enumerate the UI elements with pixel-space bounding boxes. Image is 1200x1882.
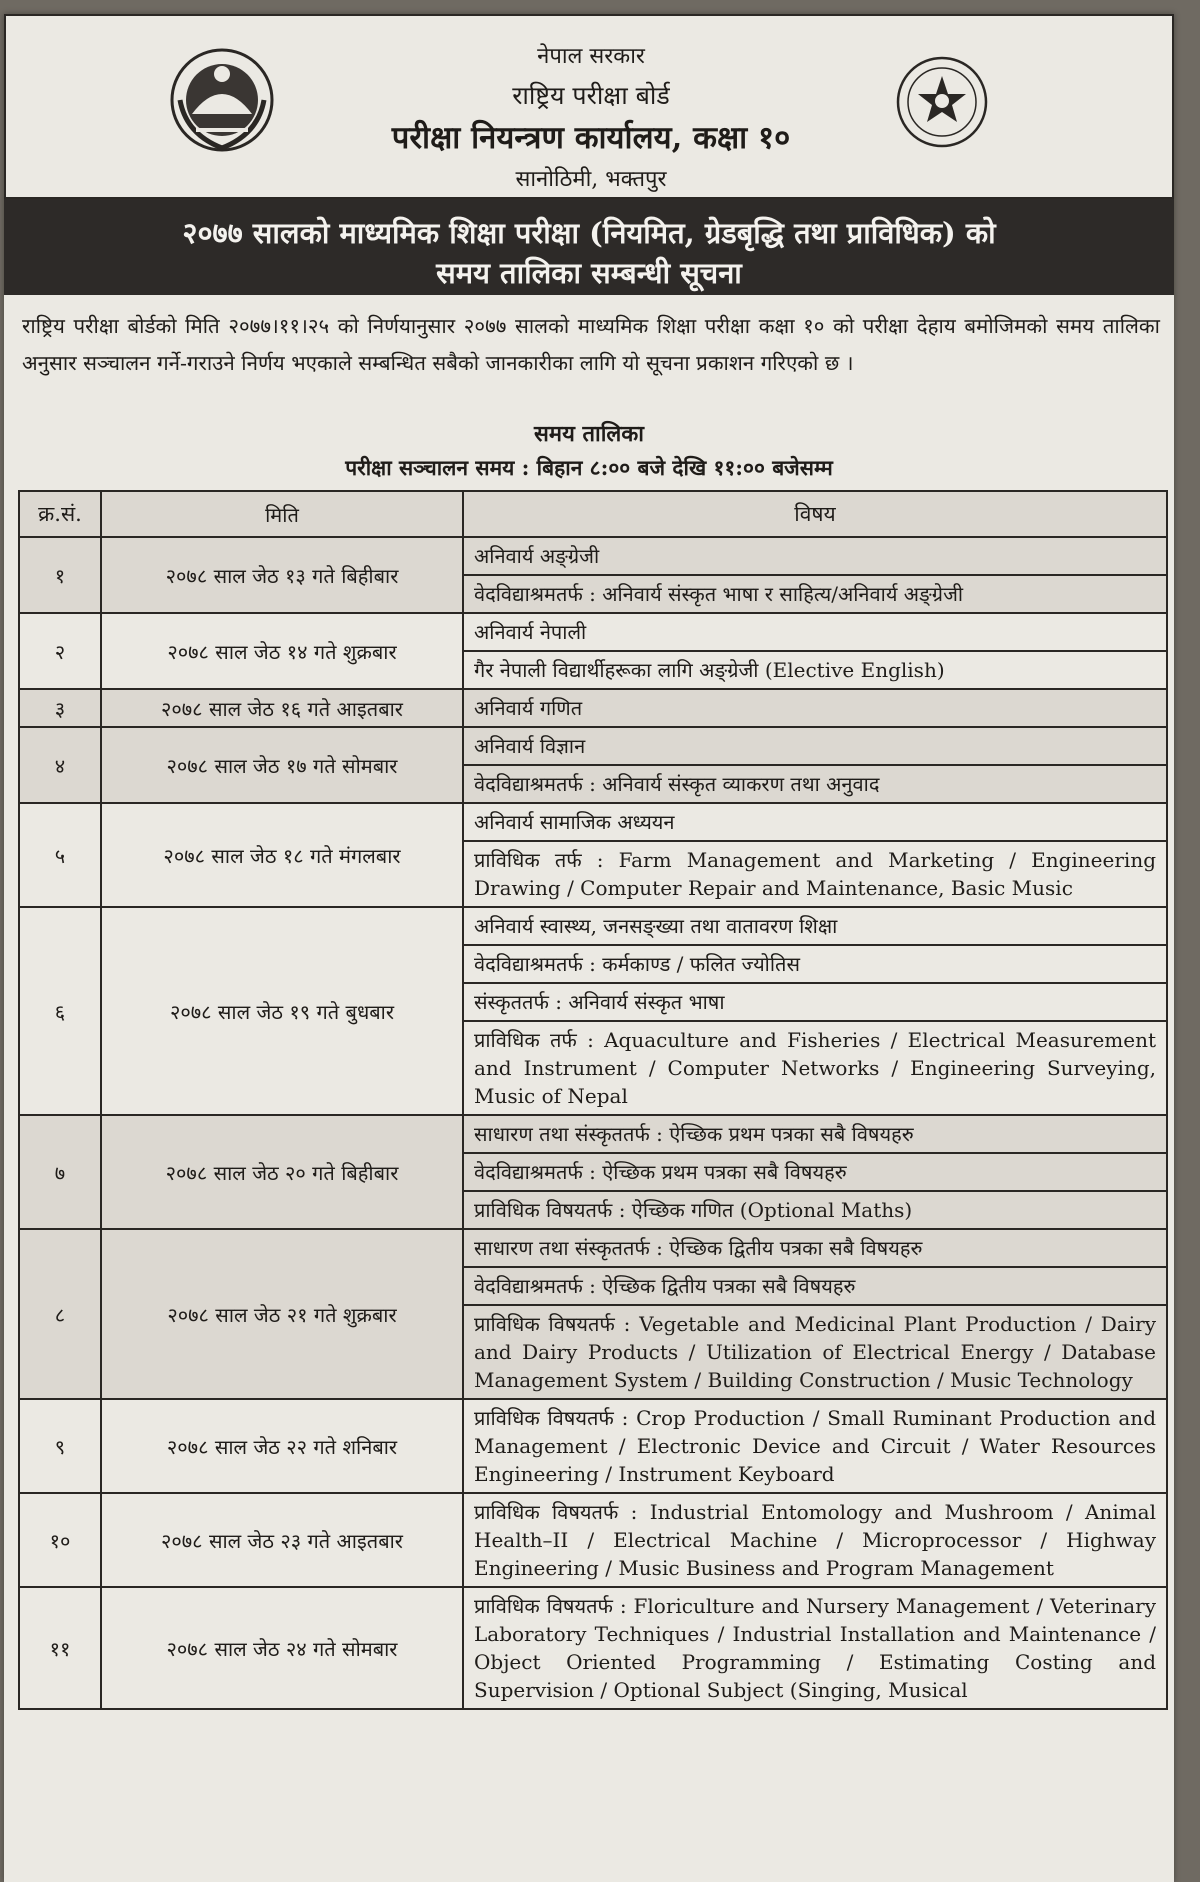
table-row bbox=[19, 727, 1167, 765]
table-row bbox=[19, 803, 1167, 841]
exam-time: परीक्षा सञ्चालन समय : बिहान ८:०० बजे देखि ११:०० बजेसम्म bbox=[345, 455, 833, 480]
table-header-row bbox=[19, 491, 1167, 537]
table-row bbox=[19, 1493, 1167, 1587]
subject-cell: वेदविद्याश्रमतर्फ : अनिवार्य संस्कृत भाषा र साहित्य/अनिवार्य अङ्ग्रेजी bbox=[463, 575, 1167, 613]
letterhead bbox=[4, 14, 1174, 199]
table-row bbox=[19, 1587, 1167, 1709]
exam-date-cell: २०७८ साल जेठ १४ गते शुक्रबार bbox=[101, 613, 463, 689]
serial-number-cell: ११ bbox=[19, 1587, 101, 1709]
subject-cell: अनिवार्य गणित bbox=[463, 689, 1167, 727]
exam-date-cell: २०७८ साल जेठ २३ गते आइतबार bbox=[101, 1493, 463, 1587]
board-name: राष्ट्रिय परीक्षा बोर्ड bbox=[512, 81, 670, 110]
table-row bbox=[19, 689, 1167, 727]
subject-cell: साधारण तथा संस्कृततर्फ : ऐच्छिक प्रथम पत्रका सबै विषयहरु bbox=[463, 1115, 1167, 1153]
subject-cell: वेदविद्याश्रमतर्फ : ऐच्छिक प्रथम पत्रका सबै विषयहरु bbox=[463, 1153, 1167, 1191]
table-row bbox=[19, 1229, 1167, 1267]
serial-number-cell: ४ bbox=[19, 727, 101, 803]
exam-date-cell: २०७८ साल जेठ १९ गते बुधबार bbox=[101, 907, 463, 1115]
schedule-title: समय तालिका bbox=[534, 421, 644, 447]
subject-cell: वेदविद्याश्रमतर्फ : कर्मकाण्ड / फलित ज्योतिस bbox=[463, 945, 1167, 983]
serial-number-cell: ८ bbox=[19, 1229, 101, 1399]
table-row bbox=[19, 613, 1167, 651]
column-header-date: मिति bbox=[101, 491, 463, 537]
intro-paragraph: राष्ट्रिय परीक्षा बोर्डको मिति २०७७।११।२५ को निर्णयानुसार २०७७ सालको माध्यमिक शिक्षा परीक्षा कक्षा १० को परीक्षा देहाय बमोजिमको समय तालिका अनुसार सञ्चालन गर्ने-गराउने निर्णय भएकाले सम्बन्धित सबैको जानकारीका लागि यो सूचना प्रकाशन गरिएको छ । bbox=[22, 314, 1160, 375]
subject-cell: अनिवार्य अङ्ग्रेजी bbox=[463, 537, 1167, 575]
subject-cell: प्राविधिक विषयतर्फ : Vegetable and Medicinal Plant Production / Dairy and Dairy Products / Utilization of Electrical Energy / Database Management System / Building Construction / Music Technology bbox=[463, 1305, 1167, 1399]
exam-date-cell: २०७८ साल जेठ २२ गते शनिबार bbox=[101, 1399, 463, 1493]
subject-cell: वेदविद्याश्रमतर्फ : ऐच्छिक द्वितीय पत्रका सबै विषयहरु bbox=[463, 1267, 1167, 1305]
subject-cell: प्राविधिक विषयतर्फ : Crop Production / Small Ruminant Production and Management / Electronic Device and Circuit / Water Resources Engineering / Instrument Keyboard bbox=[463, 1399, 1167, 1493]
serial-number-cell: १ bbox=[19, 537, 101, 613]
exam-date-cell: २०७८ साल जेठ २१ गते शुक्रबार bbox=[101, 1229, 463, 1399]
serial-number-cell: ५ bbox=[19, 803, 101, 907]
notice-page bbox=[4, 14, 1174, 1882]
subject-cell: प्राविधिक विषयतर्फ : Floriculture and Nursery Management / Veterinary Laboratory Techniques / Industrial Installation and Maintenance / Object Oriented Programming / Estimating Costing and Supervision / Optional Subject (Singing, Musical bbox=[463, 1587, 1167, 1709]
exam-date-cell: २०७८ साल जेठ १३ गते बिहीबार bbox=[101, 537, 463, 613]
exam-date-cell: २०७८ साल जेठ २४ गते सोमबार bbox=[101, 1587, 463, 1709]
exam-date-cell: २०७८ साल जेठ २० गते बिहीबार bbox=[101, 1115, 463, 1229]
column-header-sn: क्र.सं. bbox=[19, 491, 101, 537]
notice-title-line1: २०७७ सालको माध्यमिक शिक्षा परीक्षा (नियमित, ग्रेडबृद्धि तथा प्राविधिक) को bbox=[182, 216, 996, 250]
subject-cell: वेदविद्याश्रमतर्फ : अनिवार्य संस्कृत व्याकरण तथा अनुवाद bbox=[463, 765, 1167, 803]
table-row bbox=[19, 907, 1167, 945]
office-name: परीक्षा नियन्त्रण कार्यालय, कक्षा १० bbox=[391, 120, 791, 156]
office-address: सानोठिमी, भक्तपुर bbox=[515, 167, 667, 192]
subject-cell: संस्कृततर्फ : अनिवार्य संस्कृत भाषा bbox=[463, 983, 1167, 1021]
subject-cell: प्राविधिक तर्फ : Aquaculture and Fisheries / Electrical Measurement and Instrument / Computer Networks / Engineering Surveying, Music of Nepal bbox=[463, 1021, 1167, 1115]
serial-number-cell: ३ bbox=[19, 689, 101, 727]
notice-title-line2: समय तालिका सम्बन्धी सूचना bbox=[436, 256, 742, 290]
exam-board-seal-icon bbox=[892, 52, 992, 152]
subject-cell: प्राविधिक तर्फ : Farm Management and Marketing / Engineering Drawing / Computer Repair and Maintenance, Basic Music bbox=[463, 841, 1167, 907]
exam-schedule-table bbox=[18, 490, 1168, 1710]
table-row bbox=[19, 1115, 1167, 1153]
subject-cell: अनिवार्य नेपाली bbox=[463, 613, 1167, 651]
subject-cell: प्राविधिक विषयतर्फ : ऐच्छिक गणित (Optional Maths) bbox=[463, 1191, 1167, 1229]
subject-cell: साधारण तथा संस्कृततर्फ : ऐच्छिक द्वितीय पत्रका सबै विषयहरु bbox=[463, 1229, 1167, 1267]
exam-date-cell: २०७८ साल जेठ १६ गते आइतबार bbox=[101, 689, 463, 727]
subject-cell: अनिवार्य स्वास्थ्य, जनसङ्ख्या तथा वातावरण शिक्षा bbox=[463, 907, 1167, 945]
notice-title-banner bbox=[4, 199, 1174, 295]
subject-cell: अनिवार्य सामाजिक अध्ययन bbox=[463, 803, 1167, 841]
serial-number-cell: १० bbox=[19, 1493, 101, 1587]
exam-date-cell: २०७८ साल जेठ १७ गते सोमबार bbox=[101, 727, 463, 803]
table-row bbox=[19, 537, 1167, 575]
exam-date-cell: २०७८ साल जेठ १८ गते मंगलबार bbox=[101, 803, 463, 907]
table-row bbox=[19, 1399, 1167, 1493]
subject-cell: गैर नेपाली विद्यार्थीहरूका लागि अङ्ग्रेजी (Elective English) bbox=[463, 651, 1167, 689]
serial-number-cell: ७ bbox=[19, 1115, 101, 1229]
serial-number-cell: ९ bbox=[19, 1399, 101, 1493]
subject-cell: प्राविधिक विषयतर्फ : Industrial Entomology and Mushroom / Animal Health–II / Electrical Machine / Microprocessor / Highway Engineering / Music Business and Program Management bbox=[463, 1493, 1167, 1587]
column-header-subject: विषय bbox=[463, 491, 1167, 537]
serial-number-cell: ६ bbox=[19, 907, 101, 1115]
subject-cell: अनिवार्य विज्ञान bbox=[463, 727, 1167, 765]
serial-number-cell: २ bbox=[19, 613, 101, 689]
government-name: नेपाल सरकार bbox=[537, 44, 645, 69]
